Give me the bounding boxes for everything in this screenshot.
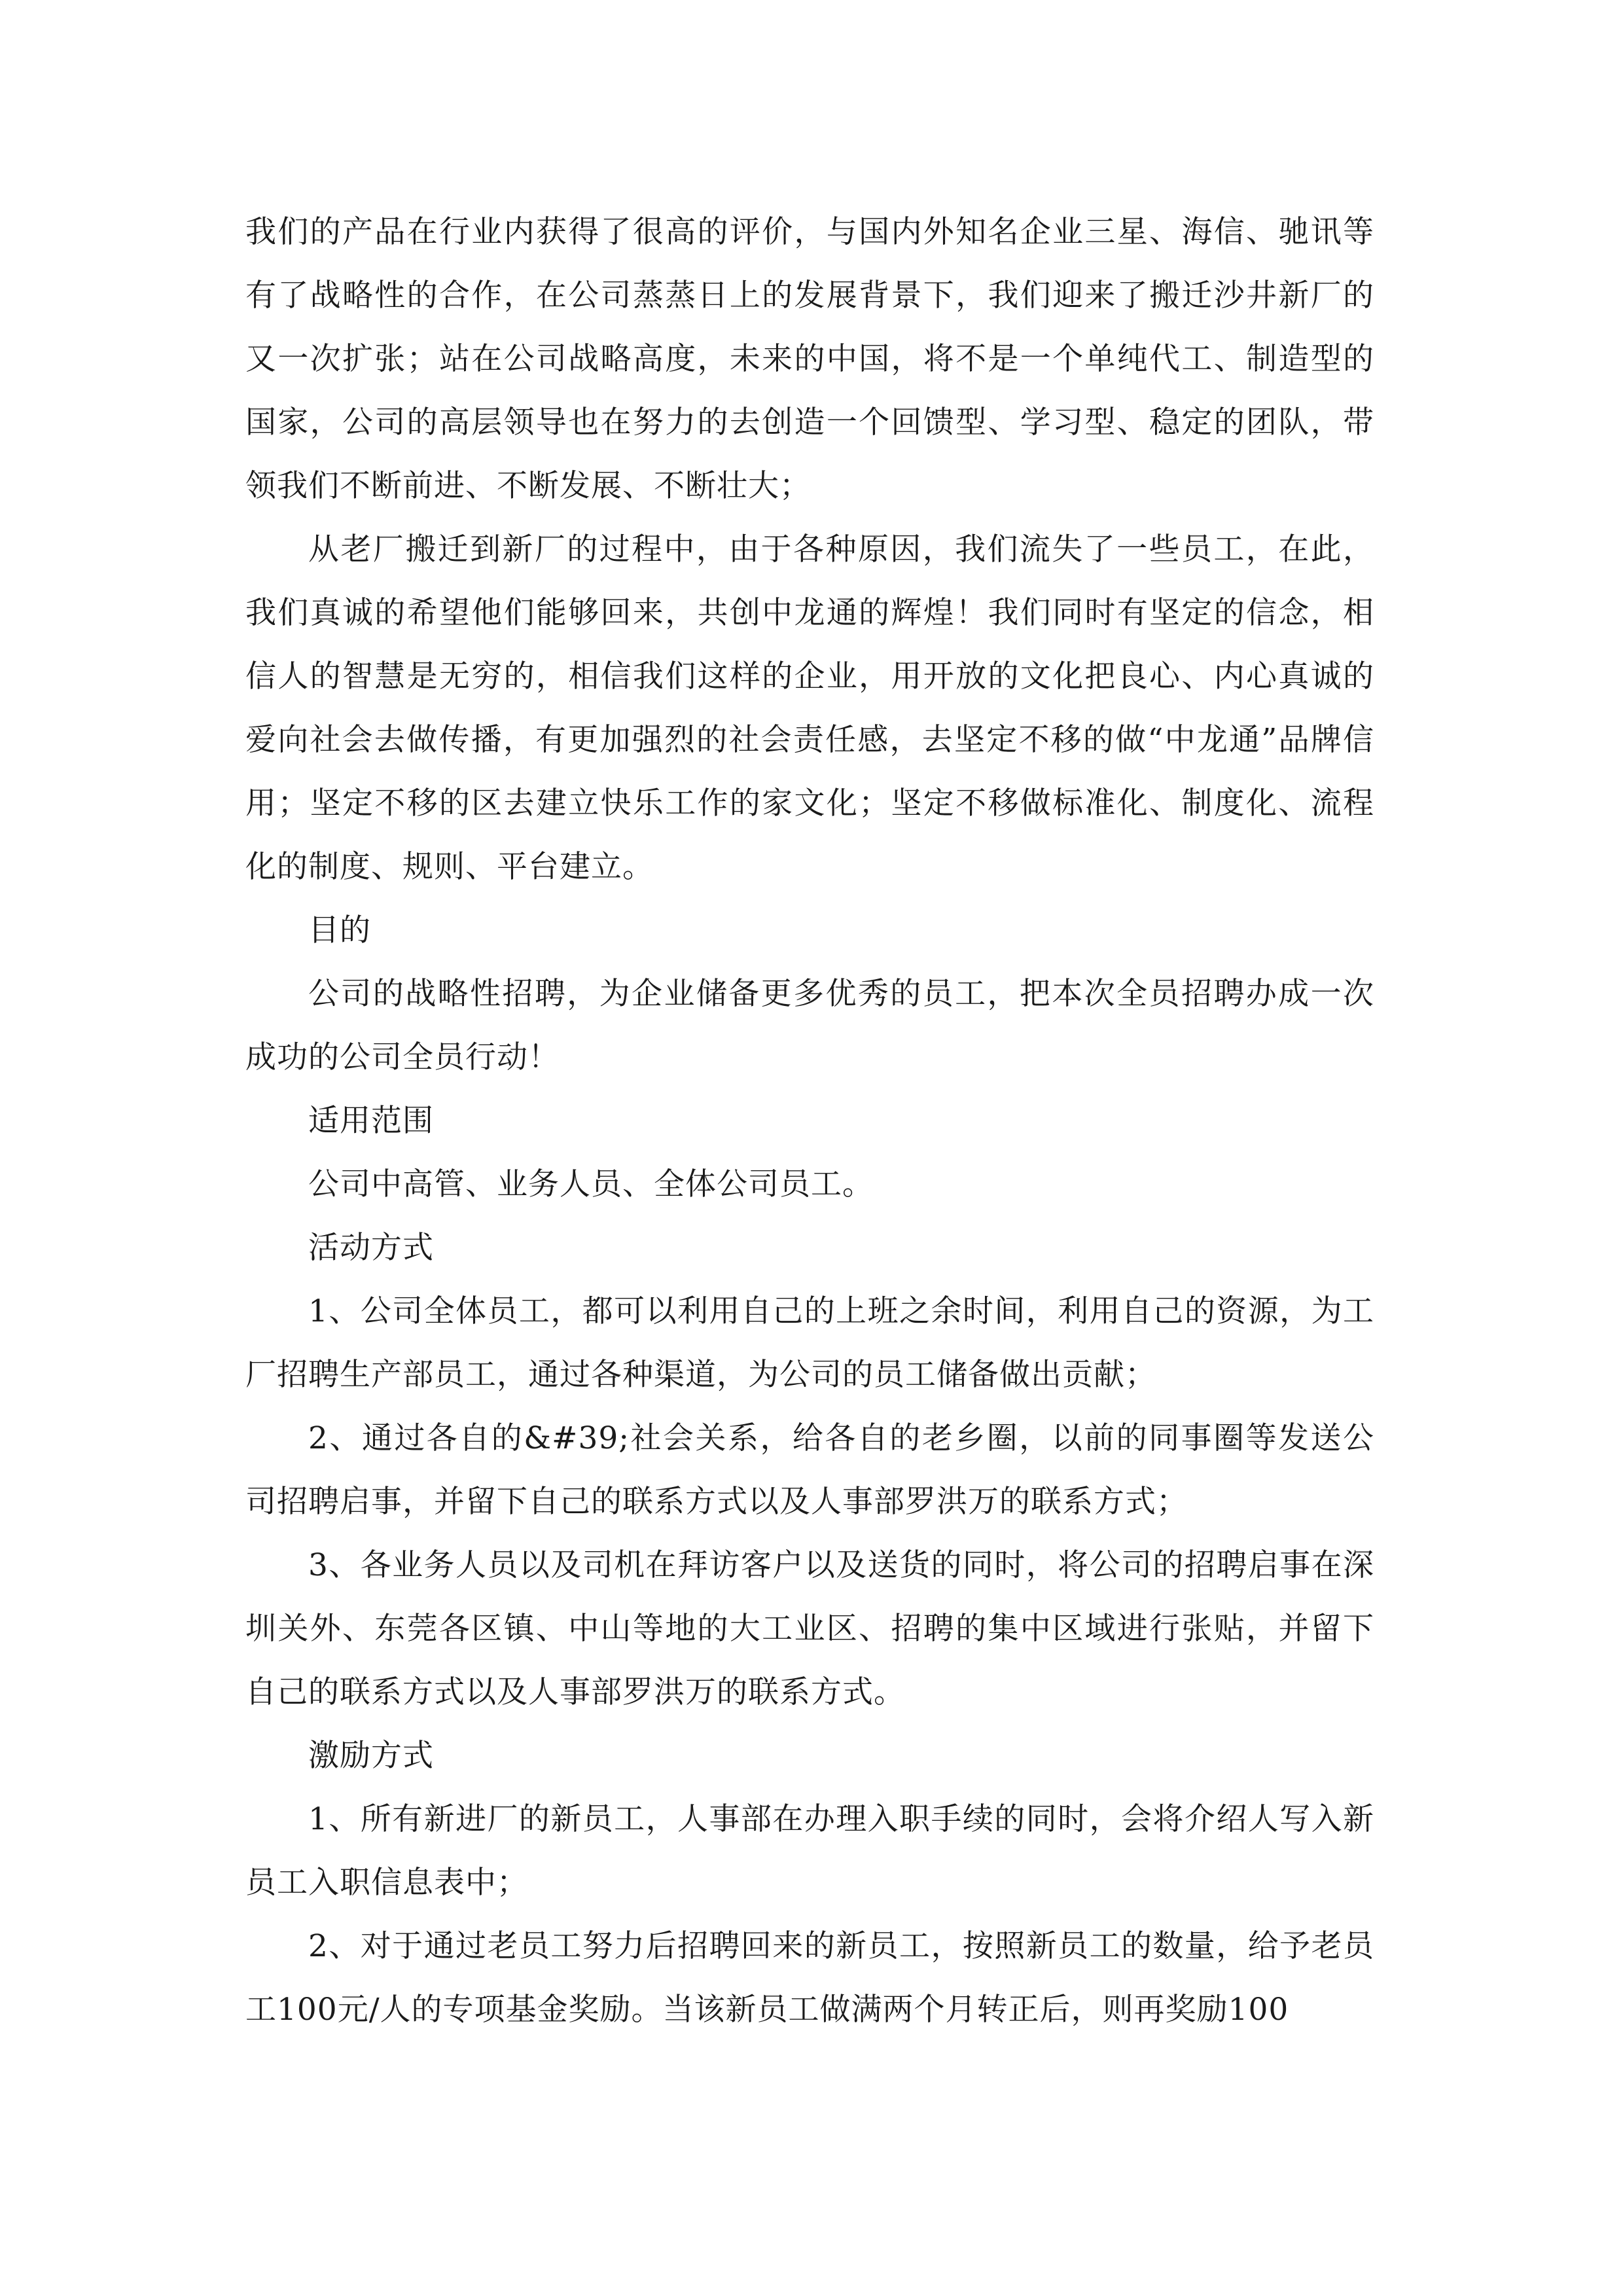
paragraph-incentive-1: 1、所有新进厂的新员工，人事部在办理入职手续的同时，会将介绍人写入新员工入职信息表中； — [245, 1801, 1374, 1901]
section-heading-scope: 适用范围 — [308, 1103, 434, 1139]
paragraph-incentive-2: 2、对于通过老员工努力后招聘回来的新员工，按照新员工的数量，给予老员工100元/人的专项基金奖励。当该新员工做满两个月转正后，则再奖励100 — [245, 1928, 1374, 2028]
paragraph-scope: 公司中高管、业务人员、全体公司员工。 — [308, 1166, 874, 1202]
paragraph-activity-2: 2、通过各自的&#39;社会关系，给各自的老乡圈，以前的同事圈等发送公司招聘启事，并留下自己的联系方式以及人事部罗洪万的联系方式； — [245, 1420, 1374, 1520]
paragraph-activity-1: 1、公司全体员工，都可以利用自己的上班之余时间，利用自己的资源，为工厂招聘生产部员工，通过各种渠道，为公司的员工储备做出贡献； — [245, 1293, 1374, 1393]
paragraph-activity-3: 3、各业务人员以及司机在拜访客户以及送货的同时，将公司的招聘启事在深圳关外、东莞各区镇、中山等地的大工业区、招聘的集中区域进行张贴，并留下自己的联系方式以及人事部罗洪万的联系方式。 — [245, 1547, 1374, 1710]
section-heading-incentive: 激励方式 — [308, 1738, 434, 1774]
document-body — [245, 200, 1374, 2041]
section-heading-purpose: 目的 — [308, 912, 371, 948]
paragraph-purpose: 公司的战略性招聘，为企业储备更多优秀的员工，把本次全员招聘办成一次成功的公司全员行动！ — [245, 976, 1374, 1075]
paragraph-relocation: 从老厂搬迁到新厂的过程中，由于各种原因，我们流失了一些员工，在此，我们真诚的希望他们能够回来，共创中龙通的辉煌！我们同时有坚定的信念，相信人的智慧是无穷的，相信我们这样的企业，用开放的文化把良心、内心真诚的爱向社会去做传播，有更加强烈的社会责任感，去坚定不移的做“中龙通”品牌信用；坚定不移的区去建立快乐工作的家文化；坚定不移做标准化、制度化、流程化的制度、规则、平台建立。 — [245, 531, 1374, 885]
paragraph-intro-continued: 我们的产品在行业内获得了很高的评价，与国内外知名企业三星、海信、驰讯等有了战略性的合作，在公司蒸蒸日上的发展背景下，我们迎来了搬迁沙井新厂的又一次扩张；站在公司战略高度，未来的中国，将不是一个单纯代工、制造型的国家，公司的高层领导也在努力的去创造一个回馈型、学习型、稳定的团队，带领我们不断前进、不断发展、不断壮大； — [245, 214, 1374, 504]
section-heading-activity: 活动方式 — [308, 1230, 434, 1266]
